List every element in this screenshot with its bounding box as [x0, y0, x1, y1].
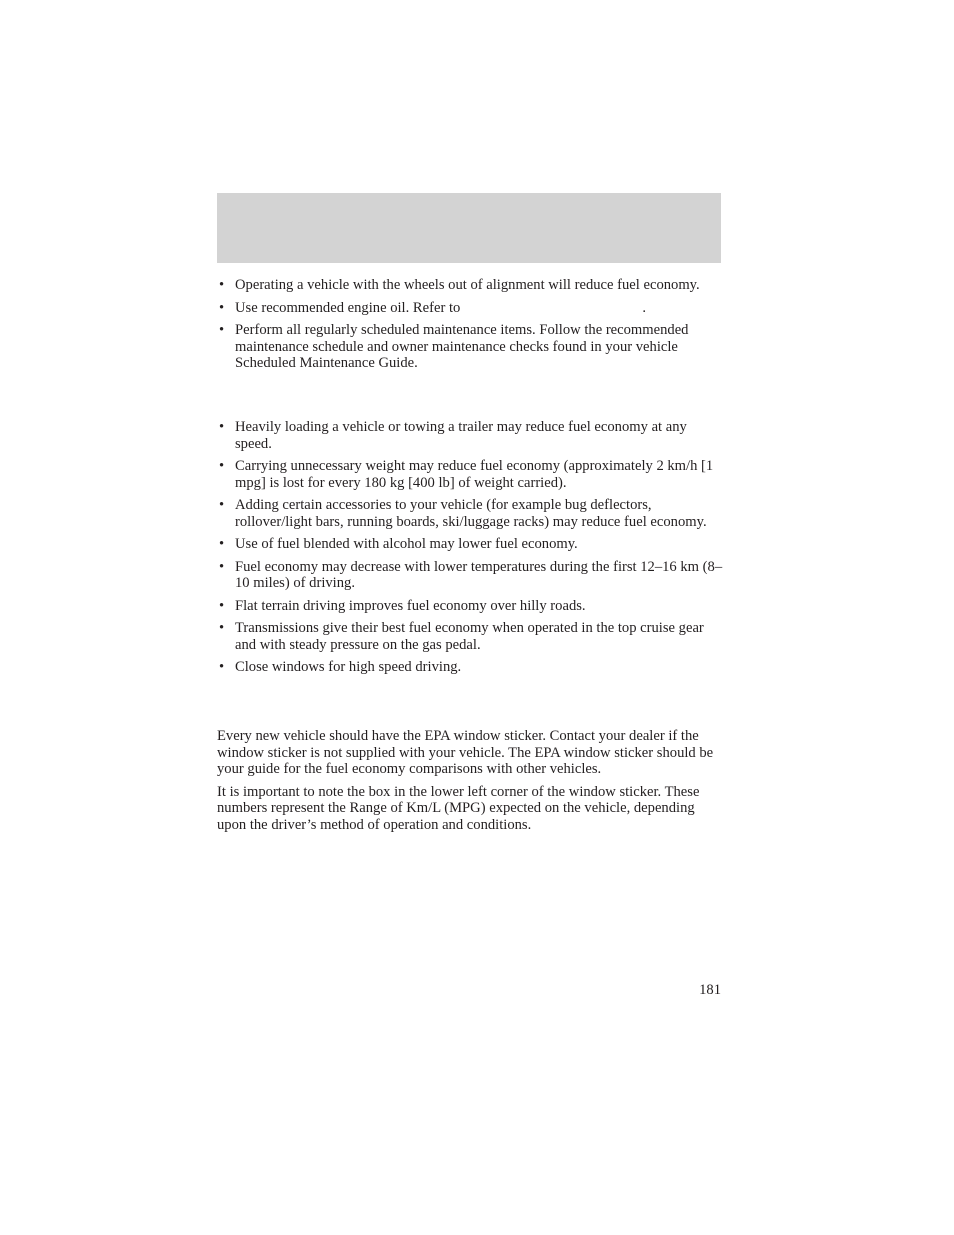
bullet-list-conditions — [217, 419, 723, 682]
list-item — [217, 300, 723, 317]
list-item — [217, 277, 723, 294]
list-item-text: Operating a vehicle with the wheels out of alignment will reduce fuel economy. — [235, 277, 700, 293]
bullet-glyph: • — [219, 419, 225, 435]
bullet-glyph: • — [219, 458, 225, 474]
list-item — [217, 536, 723, 553]
bullet-glyph: • — [219, 277, 225, 293]
list-item — [217, 659, 723, 676]
bullet-glyph: • — [219, 536, 225, 552]
bullet-list-maintenance — [217, 277, 723, 378]
list-item — [217, 458, 723, 491]
list-item-text: Adding certain accessories to your vehicle (for example bug deflectors, rollover/light bars, running boards, ski/luggage racks) may reduce fuel economy. — [235, 497, 707, 530]
bullet-glyph: • — [219, 620, 225, 636]
bullet-glyph: • — [219, 299, 225, 316]
list-item — [217, 559, 723, 592]
paragraph: Every new vehicle should have the EPA window sticker. Contact your dealer if the window sticker is not supplied with your vehicle. The EPA window sticker should be your guide for the fuel economy comparisons with other vehicles. — [217, 728, 714, 777]
bullet-glyph: • — [219, 597, 225, 614]
page-number: 181 — [699, 982, 721, 998]
header-band — [217, 193, 721, 263]
list-item — [217, 598, 723, 615]
list-item-text: Perform all regularly scheduled maintenance items. Follow the recommended maintenance schedule and owner maintenance checks found in your vehicle Scheduled Maintenance Guide. — [235, 322, 689, 371]
list-item — [217, 620, 723, 653]
list-item-text: Carrying unnecessary weight may reduce fuel economy (approximately 2 km/h [1 mpg] is lost for every 180 kg [400 lb] of weight carried). — [235, 458, 714, 491]
list-item-text: Heavily loading a vehicle or towing a trailer may reduce fuel economy at any speed. — [235, 419, 687, 452]
list-item — [217, 322, 723, 372]
list-item-text: Flat terrain driving improves fuel economy over hilly roads. — [235, 597, 586, 614]
bullet-glyph: • — [219, 497, 225, 513]
bullet-glyph: • — [219, 322, 225, 338]
list-item — [217, 497, 723, 530]
list-item-text: Use of fuel blended with alcohol may lower fuel economy. — [235, 536, 578, 552]
bullet-glyph: • — [219, 659, 225, 675]
reference-period: . — [642, 299, 646, 316]
list-item-text: Fuel economy may decrease with lower temperatures during the first 12–16 km (8–10 miles) of driving. — [235, 558, 723, 591]
list-item-text: Close windows for high speed driving. — [235, 659, 462, 675]
bullet-glyph: • — [219, 558, 225, 575]
list-item-text: Transmissions give their best fuel economy when operated in the top cruise gear and with steady pressure on the gas pedal. — [235, 620, 704, 653]
list-item-text: Use recommended engine oil. Refer to — [235, 299, 461, 316]
paragraph: It is important to note the box in the lower left corner of the window sticker. These numbers represent the Range of Km/L (MPG) expected on the vehicle, depending upon the driver’s method of operation and conditions. — [217, 783, 700, 833]
list-item — [217, 419, 723, 452]
body-paragraphs — [217, 728, 723, 839]
